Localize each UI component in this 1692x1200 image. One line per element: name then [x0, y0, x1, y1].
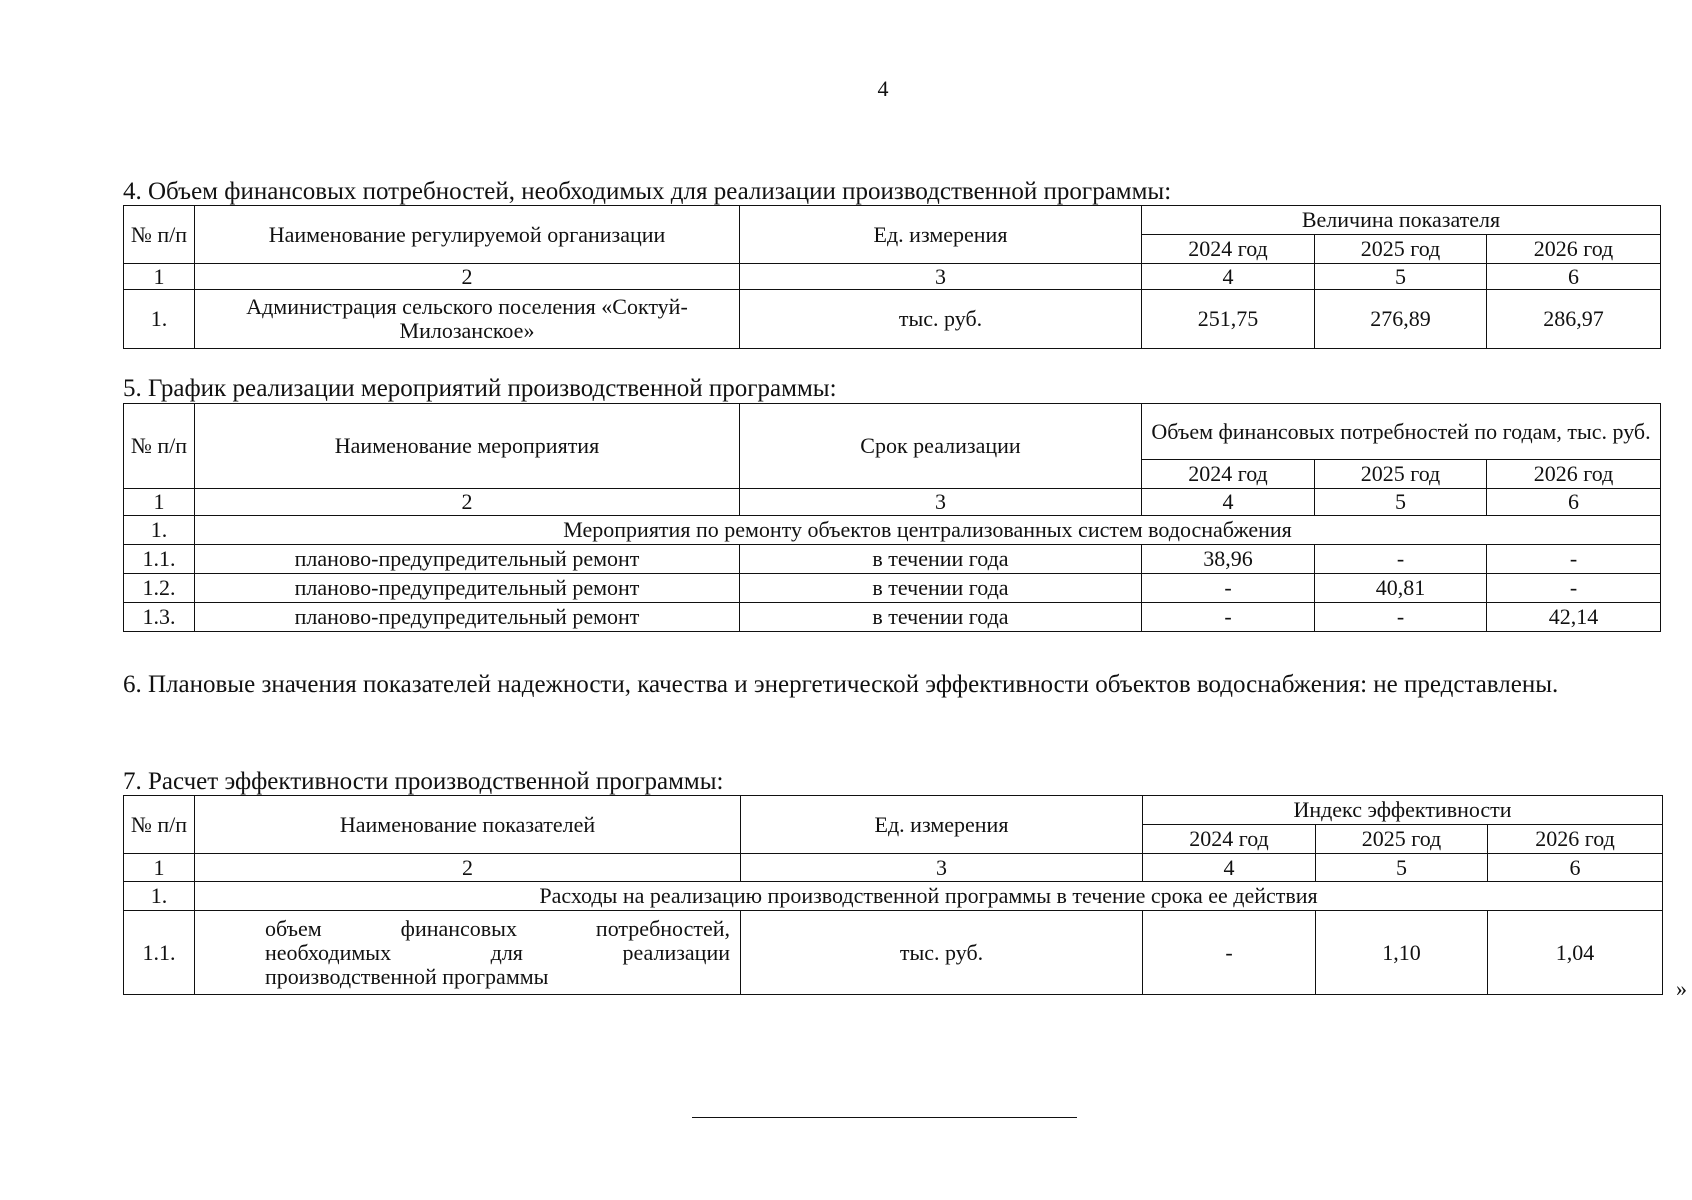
- group-label: Мероприятия по ремонту объектов централизованных систем водоснабжения: [195, 516, 1661, 545]
- efficiency-table: [123, 795, 1663, 995]
- index-cell: 6: [1487, 264, 1661, 290]
- value-2024: 38,96: [1142, 545, 1315, 574]
- section-6-text: 6. Плановые значения показателей надежности, качества и энергетической эффективности объектов водоснабжения: не представлены.: [123, 671, 1559, 698]
- value-2026: 286,97: [1487, 290, 1661, 349]
- index-cell: 5: [1315, 264, 1487, 290]
- activity-term: в течении года: [740, 574, 1142, 603]
- group-label: Расходы на реализацию производственной программы в течение срока ее действия: [195, 882, 1663, 911]
- row-num: 1.1.: [124, 545, 195, 574]
- header-financial-needs: Объем финансовых потребностей по годам, тыс. руб.: [1142, 404, 1661, 460]
- group-num: 1.: [124, 882, 195, 911]
- index-cell: 2: [195, 854, 741, 882]
- row-num: 1.3.: [124, 603, 195, 632]
- header-year-2026: 2026 год: [1487, 235, 1661, 264]
- header-efficiency-index: Индекс эффективности: [1143, 796, 1663, 825]
- header-indicators: Наименование показателей: [195, 796, 741, 854]
- value-2024: -: [1143, 911, 1316, 995]
- index-cell: 1: [124, 489, 195, 516]
- header-year-2025: 2025 год: [1315, 460, 1487, 489]
- value-2024: 251,75: [1142, 290, 1315, 349]
- header-term: Срок реализации: [740, 404, 1142, 489]
- indicator-name-line: объем финансовых потребностей,: [265, 915, 730, 941]
- index-cell: 4: [1142, 264, 1315, 290]
- value-2025: 40,81: [1315, 574, 1487, 603]
- header-year-2025: 2025 год: [1316, 825, 1488, 854]
- header-year-2026: 2026 год: [1488, 825, 1663, 854]
- value-2026: 1,04: [1488, 911, 1663, 995]
- value-2024: -: [1142, 603, 1315, 632]
- indicator-name-line: необходимых для реализации: [265, 939, 730, 965]
- value-2026: 42,14: [1487, 603, 1661, 632]
- header-indicator-value: Величина показателя: [1142, 206, 1661, 235]
- group-num: 1.: [124, 516, 195, 545]
- index-cell: 2: [195, 264, 740, 290]
- header-unit: Ед. измерения: [741, 796, 1143, 854]
- index-cell: 6: [1487, 489, 1661, 516]
- index-cell: 3: [741, 854, 1143, 882]
- value-2025: 1,10: [1316, 911, 1488, 995]
- row-num: 1.: [124, 290, 195, 349]
- value-2025: 276,89: [1315, 290, 1487, 349]
- index-cell: 1: [124, 264, 195, 290]
- header-num: № п/п: [124, 404, 195, 489]
- activity-term: в течении года: [740, 545, 1142, 574]
- header-year-2026: 2026 год: [1487, 460, 1661, 489]
- header-year-2024: 2024 год: [1142, 460, 1315, 489]
- header-unit: Ед. измерения: [740, 206, 1142, 264]
- header-year-2024: 2024 год: [1142, 235, 1315, 264]
- closing-quote-mark: »: [1676, 976, 1687, 1001]
- organization-name: Администрация сельского поселения «Соктуй-Милозанское»: [195, 290, 740, 349]
- index-cell: 6: [1488, 854, 1663, 882]
- value-2025: -: [1315, 603, 1487, 632]
- header-year-2024: 2024 год: [1143, 825, 1316, 854]
- section-7-title: 7. Расчет эффективности производственной программы:: [123, 768, 724, 795]
- value-2025: -: [1315, 545, 1487, 574]
- value-2026: -: [1487, 574, 1661, 603]
- index-cell: 4: [1143, 854, 1316, 882]
- row-num: 1.2.: [124, 574, 195, 603]
- activity-name: планово-предупредительный ремонт: [195, 603, 740, 632]
- page-number: 4: [877, 76, 889, 101]
- index-cell: 1: [124, 854, 195, 882]
- value-2024: -: [1142, 574, 1315, 603]
- index-cell: 4: [1142, 489, 1315, 516]
- row-unit: тыс. руб.: [740, 290, 1142, 349]
- schedule-table: [123, 403, 1661, 632]
- header-activity: Наименование мероприятия: [195, 404, 740, 489]
- header-num: № п/п: [124, 796, 195, 854]
- index-cell: 3: [740, 264, 1142, 290]
- header-num: № п/п: [124, 206, 195, 264]
- value-2026: -: [1487, 545, 1661, 574]
- activity-name: планово-предупредительный ремонт: [195, 545, 740, 574]
- activity-name: планово-предупредительный ремонт: [195, 574, 740, 603]
- financial-needs-table: [123, 205, 1661, 349]
- header-organization: Наименование регулируемой организации: [195, 206, 740, 264]
- section-5-title: 5. График реализации мероприятий производственной программы:: [123, 375, 837, 402]
- section-4-title: 4. Объем финансовых потребностей, необходимых для реализации производственной программы:: [123, 178, 1172, 205]
- indicator-name: [195, 911, 741, 995]
- indicator-name-line: производственной программы: [265, 963, 549, 989]
- footer-separator-line: [692, 1117, 1077, 1118]
- activity-term: в течении года: [740, 603, 1142, 632]
- index-cell: 2: [195, 489, 740, 516]
- index-cell: 5: [1315, 489, 1487, 516]
- row-num: 1.1.: [124, 911, 195, 995]
- index-cell: 5: [1316, 854, 1488, 882]
- header-year-2025: 2025 год: [1315, 235, 1487, 264]
- index-cell: 3: [740, 489, 1142, 516]
- row-unit: тыс. руб.: [741, 911, 1143, 995]
